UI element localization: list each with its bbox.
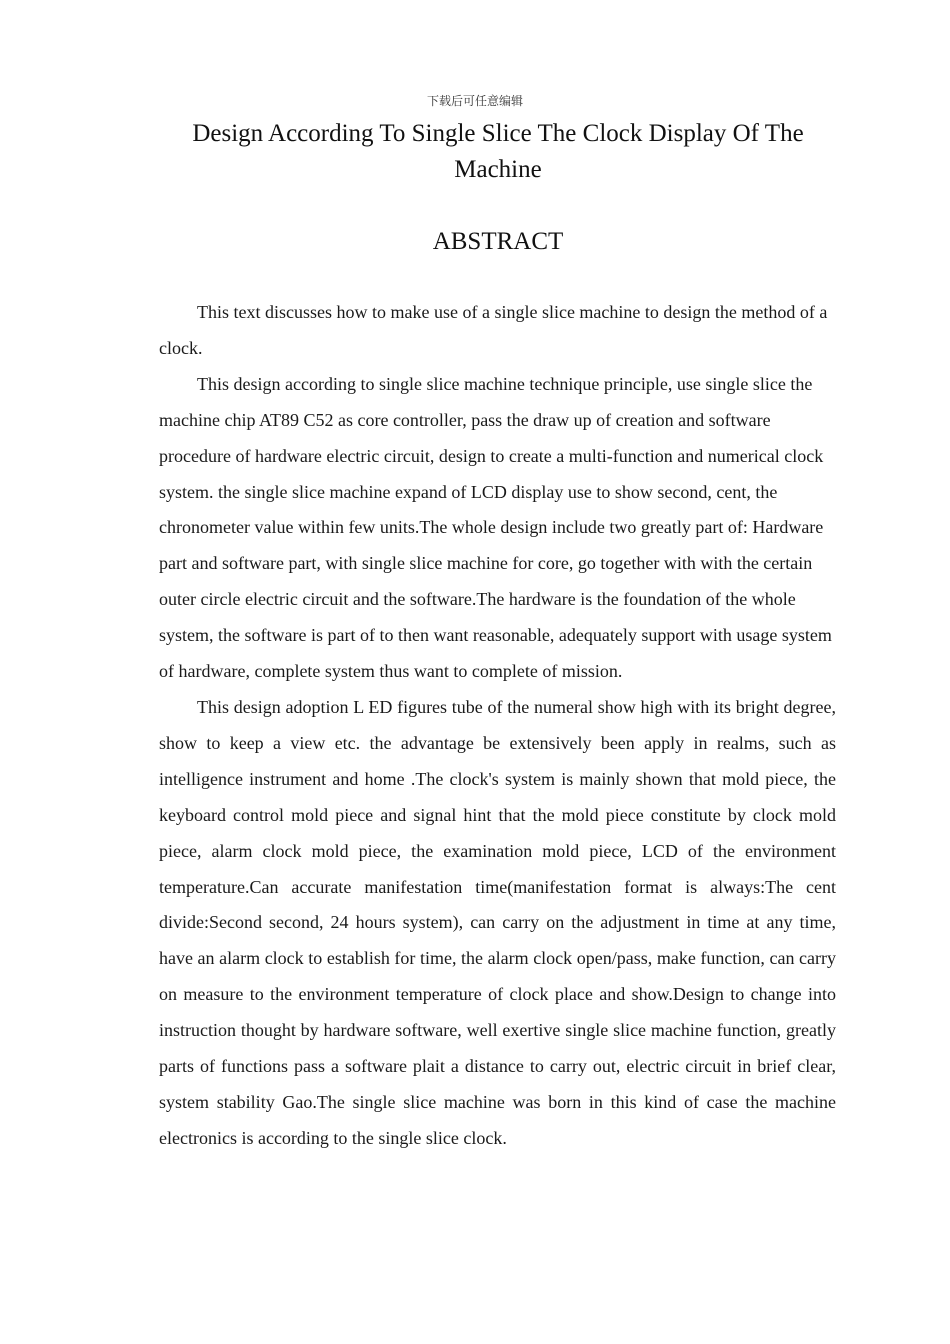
abstract-heading: ABSTRACT [432,228,564,255]
abstract-paragraph-2: This design according to single slice machine technique principle, use single slice the machine chip AT89 C52 as core controller, pass the draw up of creation and software procedure of hardware electric circuit, design to create a multi-function and numerical clock system. the single slice machine expand of LCD display use to show second, cent, the chronometer value within few units.The whole design include two greatly part of: Hardware part and software part, with single slice machine for core, go together with with the certain outer circle electric circuit and the software.The hardware is the foundation of the whole system, the software is part of to then want reasonable, adequately support with usage system of hardware, complete system thus want to complete of mission. [159,373,832,682]
abstract-body [159,295,836,1157]
abstract-paragraph-1: This text discusses how to make use of a single slice machine to design the method of a clock. [159,302,828,358]
document-title: Design According To Single Slice The Clock Display Of The Machine [192,120,804,183]
header-note: 下载后可任意编辑 [426,94,523,108]
abstract-paragraph-3: This design adoption L ED figures tube of the numeral show high with its bright degree, show to keep a view etc. the advantage be extensively been apply in realms, such as intelligence instrument and home .The clock's system is mainly shown that mold piece, the keyboard control mold piece and signal hint that the mold piece constitute by clock mold piece, alarm clock mold piece, the examination mold piece, LCD of the environment temperature.Can accurate manifestation time(manifestation format is always:The cent divide:Second second, 24 hours system), can carry on the adjustment in time at any time, have an alarm clock to establish for time, the alarm clock open/pass, make function, can carry on measure to the environment temperature of clock place and show.Design to change into instruction thought by hardware software, well exertive single slice machine function, greatly parts of functions pass a software plait a distance to carry out, electric circuit in brief clear, system stability Gao.The single slice machine was born in this kind of case the machine electronics is according to the single slice clock. [159,696,836,1148]
